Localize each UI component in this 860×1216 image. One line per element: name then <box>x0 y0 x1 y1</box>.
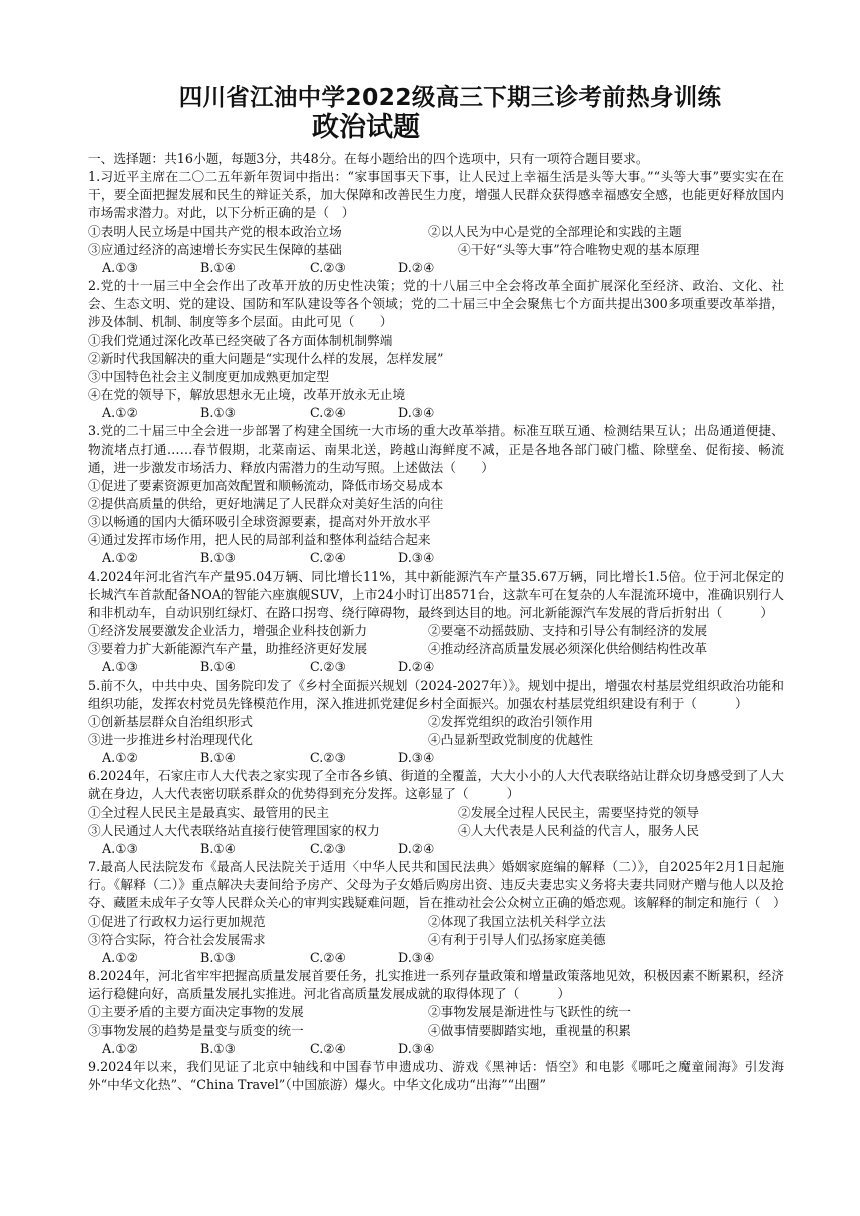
option-3: ③进一步推进乡村治理现代化 <box>88 732 253 747</box>
choice-d: D.③④ <box>398 1040 435 1056</box>
option-4: ④干好“头等大事”符合唯物史观的基本原理 <box>458 241 700 257</box>
choice-a: A.①③ <box>102 259 138 275</box>
choice-c: C.②③ <box>310 259 347 275</box>
exam-title: 四川省江油中学2022级高三下期三诊考前热身训练 <box>178 83 722 111</box>
answer-choices <box>102 549 784 567</box>
option-1: ①经济发展要激发企业活力，增强企业科技创新力 <box>88 623 368 639</box>
option-1: ①表明人民立场是中国共产党的根本政治立场 <box>88 223 342 239</box>
section-instructions: 一、选择题：共16小题，每题3分，共48分。在每小题给出的四个选项中，只有一项符合题目要求。 <box>88 151 649 166</box>
choice-d: D.②④ <box>398 259 435 275</box>
answer-choices <box>102 259 784 277</box>
choice-a: A.①② <box>102 1040 138 1056</box>
choice-d: D.③④ <box>398 550 435 566</box>
option-2: ②以人民为中心是党的全部理论和实践的主题 <box>428 223 682 239</box>
option-3: ③应通过经济的高速增长夯实民生保障的基础 <box>88 241 342 257</box>
choice-c: C.②④ <box>310 1040 347 1056</box>
choice-b: B.①④ <box>200 259 237 275</box>
answer-choices <box>102 840 784 858</box>
answer-choices <box>102 1040 784 1058</box>
option-1: ①创新基层群众自治组织形式 <box>88 713 253 729</box>
question-stem: 6.2024年，石家庄市人大代表之家实现了全市各乡镇、街道的全覆盖，大大小小的人大代表联络站让群众切身感受到了人大就在身边，人大代表密切联系群众的优势得到充分发挥。这彰显了（ ） <box>88 768 784 802</box>
question-6 <box>88 767 784 858</box>
option-3: ③以畅通的国内大循环吸引全球资源要素，提高对外开放水平 <box>88 514 431 530</box>
choice-a: A.①② <box>102 750 138 766</box>
option-3: ③要着力扩大新能源汽车产量，助推经济更好发展 <box>88 641 368 657</box>
option-3: ③符合实际，符合社会发展需求 <box>88 931 266 947</box>
option-3: ③中国特色社会主义制度更加成熟更加定型 <box>88 368 330 384</box>
option-4: ④凸显新型政党制度的优越性 <box>428 732 593 747</box>
question-stem: 5.前不久，中共中央、国务院印发了《乡村全面振兴规划（2024-2027年）》。规划中提出，增强农村基层党组织政治功能和组织功能，发挥农村党员先锋模范作用，深入推进抓党建促乡村全面振兴。加强农村基层党组织建设有利于（ ） <box>88 677 784 711</box>
choice-b: B.①③ <box>200 405 237 421</box>
question-4 <box>88 568 784 677</box>
choice-a: A.①③ <box>102 659 138 675</box>
option-1: ①全过程人民民主是最真实、最管用的民主 <box>88 804 330 820</box>
choice-a: A.①② <box>102 949 138 965</box>
option-2: ②新时代我国解决的重大问题是“实现什么样的发展，怎样发展” <box>88 350 444 366</box>
option-3: ③事物发展的趋势是量变与质变的统一 <box>88 1022 304 1038</box>
choice-a: A.①③ <box>102 840 138 856</box>
option-3: ③人民通过人大代表联络站直接行使管理国家的权力 <box>88 822 380 838</box>
question-stem: 3.党的二十届三中全会进一步部署了构建全国统一大市场的重大改革举措。标准互联互通、检测结果互认；出岛通道便捷、物流堵点打通……春节假期，北菜南运、南果北送，跨越山海鲜度不减，正是各地各部门破门槛、除壁垒、促衔接、畅流通，进一步激发市场活力、释放内需潜力的生动写照。上述做法（ ） <box>88 423 784 475</box>
option-2: ②体现了我国立法机关科学立法 <box>428 913 606 929</box>
option-2: ②提供高质量的供给，更好地满足了人民群众对美好生活的向往 <box>88 495 444 511</box>
choice-c: C.②④ <box>310 405 347 421</box>
choice-a: A.①② <box>102 550 138 566</box>
choice-c: C.②③ <box>310 659 347 675</box>
question-stem: 4.2024年河北省汽车产量95.04万辆、同比增长11%，其中新能源汽车产量35.67万辆，同比增长1.5倍。位于河北保定的长城汽车首款配备NOA的智能六座旗舰SUV，上市24小时订出8571台，这款车可在复杂的人车混流环境中，准确识别行人和非机动车，自动识别红绿灯、在路口拐弯、绕行障碍物，最终到达目的地。河北新能源汽车发展的背后折射出（ ） <box>88 568 784 620</box>
question-2 <box>88 277 784 422</box>
answer-choices <box>102 749 784 767</box>
choice-d: D.②④ <box>398 659 435 675</box>
option-2: ②事物发展是渐进性与飞跃性的统一 <box>428 1004 631 1020</box>
question-3 <box>88 422 784 567</box>
choice-b: B.①④ <box>200 750 237 766</box>
option-2: ②发挥党组织的政治引领作用 <box>428 713 593 729</box>
choice-d: D.③④ <box>398 750 435 766</box>
choice-c: C.②③ <box>310 840 347 856</box>
choice-a: A.①② <box>102 405 138 421</box>
question-7 <box>88 858 784 967</box>
option-4: ④做事情要脚踏实地，重视量的积累 <box>428 1022 631 1038</box>
option-4: ④人大代表是人民利益的代言人，服务人民 <box>458 822 700 838</box>
option-2: ②要毫不动摇鼓励、支持和引导公有制经济的发展 <box>428 623 708 639</box>
answer-choices <box>102 949 784 967</box>
option-4: ④在党的领导下，解放思想永无止境，改革开放永无止境 <box>88 387 406 403</box>
answer-choices <box>102 658 784 676</box>
choice-b: B.①④ <box>200 659 237 675</box>
choice-b: B.①③ <box>200 1040 237 1056</box>
question-8 <box>88 967 784 1058</box>
question-stem: 1.习近平主席在二〇二五年新年贺词中指出：“家事国事天下事，让人民过上幸福生活是头等大事。”“头等大事”要实实在在干，要全面把握发展和民生的辩证关系，加大保障和改善民生力度，增强人民群众获得感幸福感安全感，也能更好释放国内市场需求潜力。对此，以下分析正确的是（ ） <box>88 169 784 221</box>
option-4: ④推动经济高质量发展必须深化供给侧结构性改革 <box>428 641 708 657</box>
option-4: ④有利于引导人们弘扬家庭美德 <box>428 931 606 947</box>
question-9 <box>88 1058 784 1094</box>
choice-d: D.②④ <box>398 840 435 856</box>
question-stem: 9.2024年以来，我们见证了北京中轴线和中国春节申遗成功、游戏《黑神话：悟空》和电影《哪吒之魔童闹海》引发海外“中华文化热”、“China Travel”（中国旅游）爆火。中华文化成功“出海”“出圈” <box>88 1058 784 1092</box>
answer-choices <box>102 404 784 422</box>
question-stem: 2.党的十一届三中全会作出了改革开放的历史性决策；党的十八届三中全会将改革全面扩展深化至经济、政治、文化、社会、生态文明、党的建设、国防和军队建设等各个领域；党的二十届三中全会聚焦七个方面共提出300多项重要改革举措，涉及体制、机制、制度等多个层面。由此可见（ ） <box>88 278 784 330</box>
option-1: ①促进了要素资源更加高效配置和顺畅流动，降低市场交易成本 <box>88 477 444 493</box>
choice-b: B.①③ <box>200 949 237 965</box>
choice-c: C.②③ <box>310 750 347 766</box>
question-stem: 8.2024年，河北省牢牢把握高质量发展首要任务，扎实推进一系列存量政策和增量政策落地见效，积极因素不断累积，经济运行稳健向好，高质量发展扎实推进。河北省高质量发展成就的取得体现了（ ） <box>88 968 784 1002</box>
option-1: ①促进了行政权力运行更加规范 <box>88 913 266 929</box>
option-2: ②发展全过程人民民主，需要坚持党的领导 <box>458 804 700 820</box>
option-1: ①主要矛盾的主要方面决定事物的发展 <box>88 1004 304 1020</box>
option-4: ④通过发挥市场作用，把人民的局部利益和整体利益结合起来 <box>88 532 431 548</box>
choice-d: D.③④ <box>398 405 435 421</box>
option-1: ①我们党通过深化改革已经突破了各方面体制机制弊端 <box>88 332 393 348</box>
question-5 <box>88 677 784 768</box>
question-stem: 7.最高人民法院发布《最高人民法院关于适用〈中华人民共和国民法典〉婚姻家庭编的解释（二）》，自2025年2月1日起施行。《解释（二）》重点解决夫妻间给予房产、父母为子女婚后购房出资、违反夫妻忠实义务将夫妻共同财产赠与他人以及抢夺、藏匿未成年子女等人民群众关心的审判实践疑难问题，旨在推动社会公众树立正确的婚恋观。该解释的制定和施行（ ） <box>88 859 786 911</box>
choice-b: B.①③ <box>200 550 237 566</box>
question-1 <box>88 168 784 277</box>
choice-c: C.②④ <box>310 949 347 965</box>
choice-b: B.①④ <box>200 840 237 856</box>
choice-d: D.③④ <box>398 949 435 965</box>
choice-c: C.②④ <box>310 550 347 566</box>
exam-subtitle: 政治试题 <box>312 112 420 143</box>
